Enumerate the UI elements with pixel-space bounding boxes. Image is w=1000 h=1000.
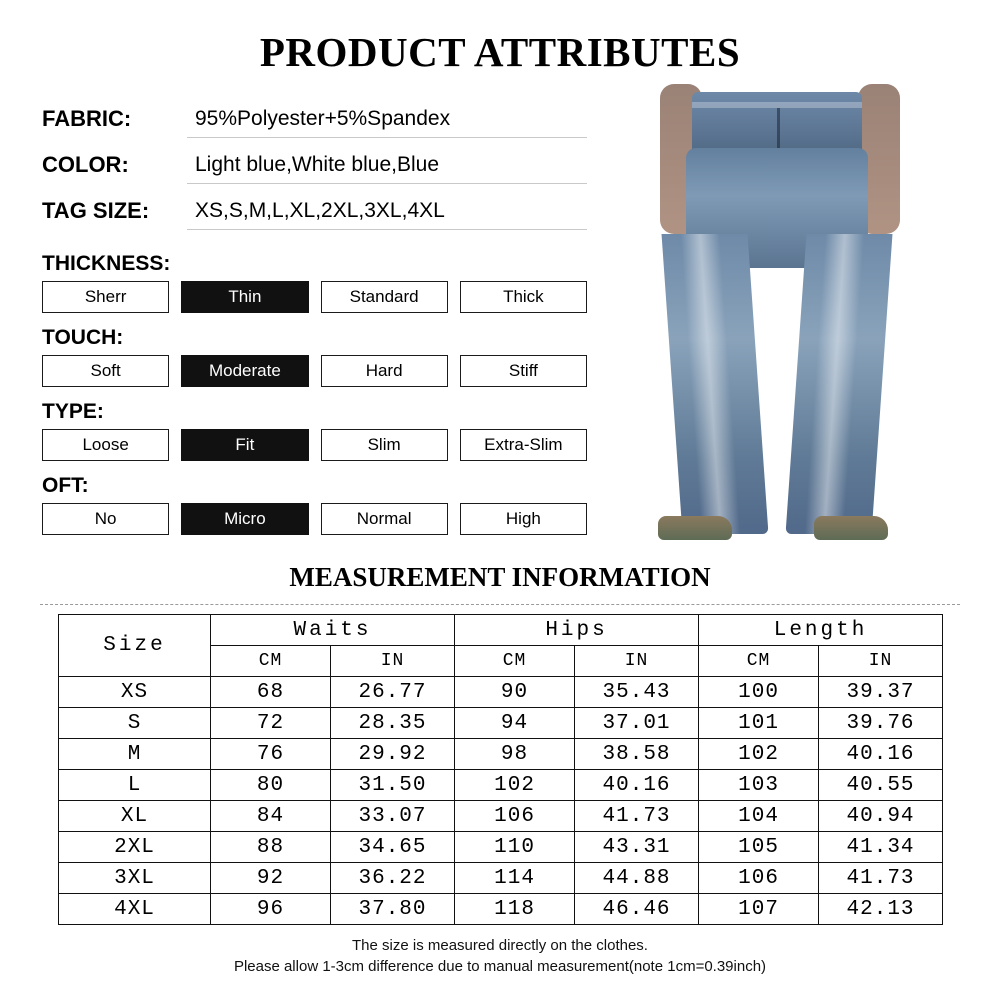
cell-length-cm: 106 (699, 863, 819, 894)
option-touch-moderate[interactable]: Moderate (181, 355, 308, 387)
option-row (42, 281, 587, 313)
cell-hips-cm: 98 (455, 739, 575, 770)
attribute-value: Light blue,White blue,Blue (187, 153, 587, 184)
option-thickness-standard[interactable]: Standard (321, 281, 448, 313)
option-group-title: OFT: (42, 474, 89, 497)
attribute-label: TAG SIZE: (42, 198, 150, 223)
measurement-title: MEASUREMENT INFORMATION (289, 562, 711, 592)
cell-waist-in: 36.22 (331, 863, 455, 894)
cell-length-in: 42.13 (819, 894, 943, 925)
header-hips-cm: CM (455, 646, 575, 677)
table-header-row-groups (59, 615, 943, 646)
attribute-label: COLOR: (42, 152, 129, 177)
table-row (59, 832, 943, 863)
option-type-loose[interactable]: Loose (42, 429, 169, 461)
product-photo (600, 84, 972, 552)
header-waist-cm: CM (211, 646, 331, 677)
cell-length-cm: 105 (699, 832, 819, 863)
option-row (42, 429, 587, 461)
cell-waist-cm: 92 (211, 863, 331, 894)
header-waist-in: IN (331, 646, 455, 677)
option-type-extra-slim[interactable]: Extra-Slim (460, 429, 587, 461)
cell-length-cm: 101 (699, 708, 819, 739)
header-length-in: IN (819, 646, 943, 677)
option-oft-normal[interactable]: Normal (321, 503, 448, 535)
denim-fade (680, 234, 741, 534)
cell-length-in: 39.37 (819, 677, 943, 708)
cell-waist-in: 29.92 (331, 739, 455, 770)
cell-size: 4XL (59, 894, 211, 925)
cell-hips-cm: 94 (455, 708, 575, 739)
cell-size: 2XL (59, 832, 211, 863)
option-type-slim[interactable]: Slim (321, 429, 448, 461)
cell-size: XS (59, 677, 211, 708)
attribute-row-fabric (42, 92, 587, 138)
attributes-list (42, 92, 587, 230)
cell-hips-cm: 106 (455, 801, 575, 832)
cell-waist-in: 28.35 (331, 708, 455, 739)
header-waist: Waits (211, 615, 455, 646)
cell-length-in: 40.16 (819, 739, 943, 770)
option-group-title: TYPE: (42, 400, 104, 423)
option-row (42, 503, 587, 535)
option-oft-micro[interactable]: Micro (181, 503, 308, 535)
cell-length-in: 41.73 (819, 863, 943, 894)
table-row (59, 677, 943, 708)
cell-size: M (59, 739, 211, 770)
cell-hips-cm: 90 (455, 677, 575, 708)
option-group-oft (42, 474, 587, 535)
divider (40, 604, 960, 605)
measurement-note-2: Please allow 1-3cm difference due to manual measurement(note 1cm=0.39inch) (233, 958, 767, 975)
page-title: PRODUCT ATTRIBUTES (259, 29, 741, 75)
cell-waist-in: 31.50 (331, 770, 455, 801)
option-group-type (42, 400, 587, 461)
option-type-fit[interactable]: Fit (181, 429, 308, 461)
cell-waist-cm: 80 (211, 770, 331, 801)
cell-length-cm: 104 (699, 801, 819, 832)
table-row (59, 863, 943, 894)
cell-hips-cm: 118 (455, 894, 575, 925)
table-row (59, 708, 943, 739)
option-group-title: THICKNESS: (42, 252, 171, 275)
cell-size: XL (59, 801, 211, 832)
cell-waist-cm: 72 (211, 708, 331, 739)
cell-waist-cm: 68 (211, 677, 331, 708)
cell-hips-in: 35.43 (575, 677, 699, 708)
jeans-leg-right (786, 234, 893, 534)
cell-waist-cm: 88 (211, 832, 331, 863)
header-length: Length (699, 615, 943, 646)
cell-length-cm: 100 (699, 677, 819, 708)
cell-length-in: 40.55 (819, 770, 943, 801)
attribute-row-tag-size (42, 184, 587, 230)
cell-length-cm: 103 (699, 770, 819, 801)
denim-fade (804, 234, 865, 534)
shoe-left (658, 516, 732, 540)
cell-hips-in: 43.31 (575, 832, 699, 863)
option-thickness-sherr[interactable]: Sherr (42, 281, 169, 313)
jeans-leg-left (662, 234, 769, 534)
option-group-thickness (42, 252, 587, 313)
cell-hips-in: 44.88 (575, 863, 699, 894)
cell-hips-cm: 102 (455, 770, 575, 801)
cell-length-in: 41.34 (819, 832, 943, 863)
cell-length-in: 39.76 (819, 708, 943, 739)
cell-waist-cm: 76 (211, 739, 331, 770)
option-group-title: TOUCH: (42, 326, 124, 349)
attribute-row-color (42, 138, 587, 184)
table-row (59, 801, 943, 832)
option-touch-stiff[interactable]: Stiff (460, 355, 587, 387)
cell-waist-in: 33.07 (331, 801, 455, 832)
size-table (58, 614, 943, 925)
attribute-value: XS,S,M,L,XL,2XL,3XL,4XL (187, 199, 587, 230)
table-row (59, 739, 943, 770)
shoe-right (814, 516, 888, 540)
header-length-cm: CM (699, 646, 819, 677)
option-oft-no[interactable]: No (42, 503, 169, 535)
header-size: Size (59, 615, 211, 677)
cell-waist-cm: 84 (211, 801, 331, 832)
cell-hips-in: 46.46 (575, 894, 699, 925)
table-row (59, 770, 943, 801)
cell-size: L (59, 770, 211, 801)
option-touch-hard[interactable]: Hard (321, 355, 448, 387)
attribute-value: 95%Polyester+5%Spandex (187, 107, 587, 138)
option-row (42, 355, 587, 387)
option-group-touch (42, 326, 587, 387)
option-touch-soft[interactable]: Soft (42, 355, 169, 387)
option-oft-high[interactable]: High (460, 503, 587, 535)
header-hips: Hips (455, 615, 699, 646)
cell-waist-in: 37.80 (331, 894, 455, 925)
cell-length-cm: 107 (699, 894, 819, 925)
cell-waist-cm: 96 (211, 894, 331, 925)
attribute-label: FABRIC: (42, 106, 132, 131)
cell-hips-cm: 114 (455, 863, 575, 894)
cell-hips-in: 41.73 (575, 801, 699, 832)
option-thickness-thin[interactable]: Thin (181, 281, 308, 313)
cell-hips-in: 38.58 (575, 739, 699, 770)
cell-waist-in: 26.77 (331, 677, 455, 708)
cell-length-in: 40.94 (819, 801, 943, 832)
cell-hips-in: 40.16 (575, 770, 699, 801)
table-row (59, 894, 943, 925)
cell-hips-in: 37.01 (575, 708, 699, 739)
cell-waist-in: 34.65 (331, 832, 455, 863)
cell-hips-cm: 110 (455, 832, 575, 863)
measurement-note-1: The size is measured directly on the clothes. (352, 937, 648, 954)
cell-length-cm: 102 (699, 739, 819, 770)
header-hips-in: IN (575, 646, 699, 677)
cell-size: 3XL (59, 863, 211, 894)
option-thickness-thick[interactable]: Thick (460, 281, 587, 313)
cell-size: S (59, 708, 211, 739)
